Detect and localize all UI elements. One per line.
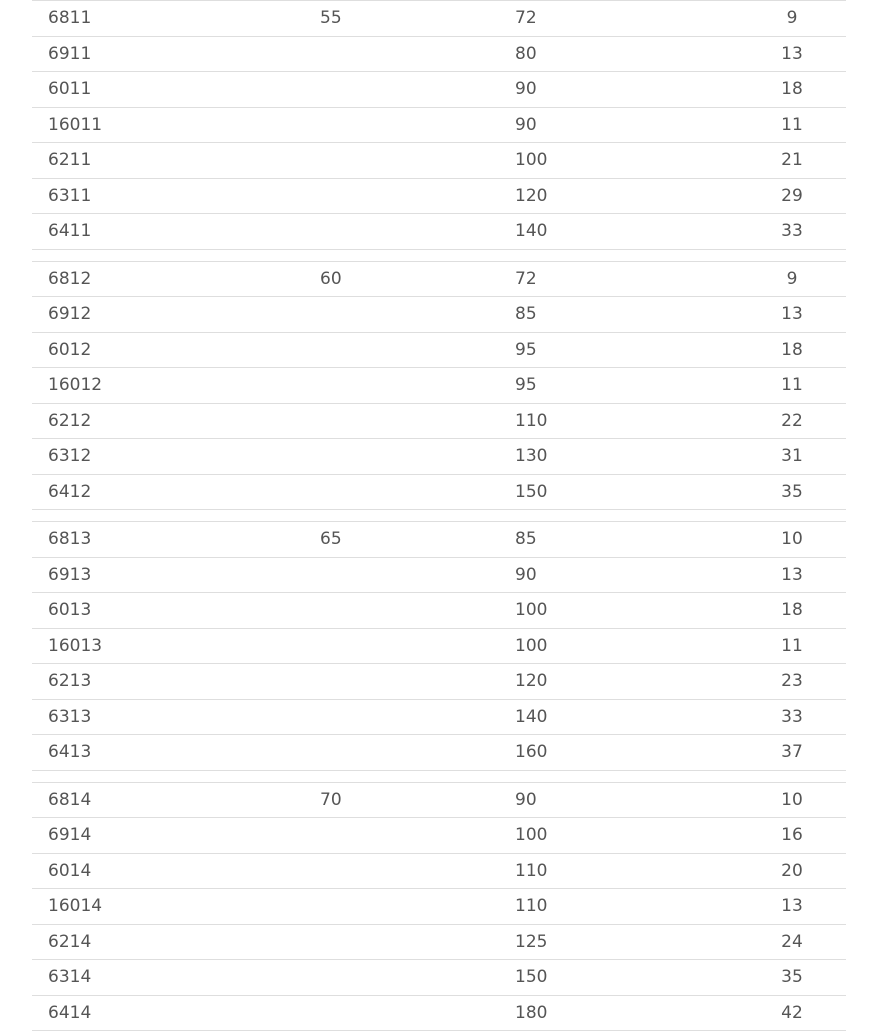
table-row bbox=[32, 522, 846, 558]
width-cell: 24 bbox=[762, 925, 822, 960]
model-cell: 6911 bbox=[48, 37, 91, 72]
width-cell: 29 bbox=[762, 179, 822, 214]
outer-diameter-cell: 125 bbox=[515, 925, 547, 960]
width-cell: 11 bbox=[762, 368, 822, 403]
model-cell: 16011 bbox=[48, 108, 102, 143]
bore-cell: 55 bbox=[320, 1, 342, 36]
model-cell: 6014 bbox=[48, 854, 91, 889]
table-row bbox=[32, 925, 846, 961]
width-cell: 35 bbox=[762, 475, 822, 510]
width-cell: 21 bbox=[762, 143, 822, 178]
model-cell: 6912 bbox=[48, 297, 91, 332]
width-cell: 33 bbox=[762, 214, 822, 249]
width-cell: 33 bbox=[762, 700, 822, 735]
table-row bbox=[32, 593, 846, 629]
model-cell: 6414 bbox=[48, 996, 91, 1031]
table-row bbox=[32, 439, 846, 475]
width-cell: 22 bbox=[762, 404, 822, 439]
outer-diameter-cell: 90 bbox=[515, 72, 537, 107]
outer-diameter-cell: 120 bbox=[515, 664, 547, 699]
width-cell: 42 bbox=[762, 996, 822, 1031]
width-cell: 10 bbox=[762, 783, 822, 818]
table-row bbox=[32, 72, 846, 108]
model-cell: 16014 bbox=[48, 889, 102, 924]
width-cell: 9 bbox=[762, 262, 822, 297]
width-cell: 13 bbox=[762, 37, 822, 72]
bearing-group bbox=[32, 261, 846, 511]
outer-diameter-cell: 110 bbox=[515, 889, 547, 924]
table-row bbox=[32, 333, 846, 369]
width-cell: 13 bbox=[762, 558, 822, 593]
table-row bbox=[32, 629, 846, 665]
width-cell: 10 bbox=[762, 522, 822, 557]
outer-diameter-cell: 72 bbox=[515, 262, 537, 297]
table-row bbox=[32, 558, 846, 594]
table-row bbox=[32, 700, 846, 736]
model-cell: 6212 bbox=[48, 404, 91, 439]
outer-diameter-cell: 90 bbox=[515, 108, 537, 143]
width-cell: 18 bbox=[762, 593, 822, 628]
model-cell: 6213 bbox=[48, 664, 91, 699]
outer-diameter-cell: 110 bbox=[515, 854, 547, 889]
model-cell: 16013 bbox=[48, 629, 102, 664]
model-cell: 6011 bbox=[48, 72, 91, 107]
table-row bbox=[32, 143, 846, 179]
model-cell: 6914 bbox=[48, 818, 91, 853]
table-row bbox=[32, 404, 846, 440]
table-row bbox=[32, 37, 846, 73]
bore-cell: 65 bbox=[320, 522, 342, 557]
outer-diameter-cell: 100 bbox=[515, 143, 547, 178]
outer-diameter-cell: 85 bbox=[515, 522, 537, 557]
model-cell: 6013 bbox=[48, 593, 91, 628]
model-cell: 6311 bbox=[48, 179, 91, 214]
model-cell: 6314 bbox=[48, 960, 91, 995]
bearing-group bbox=[32, 782, 846, 1031]
width-cell: 9 bbox=[762, 1, 822, 36]
table-row bbox=[32, 818, 846, 854]
outer-diameter-cell: 160 bbox=[515, 735, 547, 770]
table-row bbox=[32, 735, 846, 771]
table-row bbox=[32, 179, 846, 215]
table-row bbox=[32, 783, 846, 819]
table-row bbox=[32, 368, 846, 404]
table-row bbox=[32, 889, 846, 925]
width-cell: 11 bbox=[762, 629, 822, 664]
table-row bbox=[32, 664, 846, 700]
model-cell: 6214 bbox=[48, 925, 91, 960]
model-cell: 6913 bbox=[48, 558, 91, 593]
outer-diameter-cell: 110 bbox=[515, 404, 547, 439]
outer-diameter-cell: 85 bbox=[515, 297, 537, 332]
width-cell: 13 bbox=[762, 297, 822, 332]
outer-diameter-cell: 95 bbox=[515, 368, 537, 403]
model-cell: 6312 bbox=[48, 439, 91, 474]
table-row bbox=[32, 854, 846, 890]
outer-diameter-cell: 95 bbox=[515, 333, 537, 368]
width-cell: 20 bbox=[762, 854, 822, 889]
width-cell: 18 bbox=[762, 72, 822, 107]
outer-diameter-cell: 150 bbox=[515, 960, 547, 995]
width-cell: 13 bbox=[762, 889, 822, 924]
bearing-group bbox=[32, 0, 846, 250]
model-cell: 6211 bbox=[48, 143, 91, 178]
width-cell: 31 bbox=[762, 439, 822, 474]
width-cell: 23 bbox=[762, 664, 822, 699]
model-cell: 16012 bbox=[48, 368, 102, 403]
width-cell: 18 bbox=[762, 333, 822, 368]
model-cell: 6412 bbox=[48, 475, 91, 510]
outer-diameter-cell: 150 bbox=[515, 475, 547, 510]
bearing-group bbox=[32, 521, 846, 771]
table-row bbox=[32, 996, 846, 1031]
model-cell: 6413 bbox=[48, 735, 91, 770]
table-row bbox=[32, 108, 846, 144]
outer-diameter-cell: 90 bbox=[515, 558, 537, 593]
bore-cell: 70 bbox=[320, 783, 342, 818]
bearing-table bbox=[32, 0, 846, 1031]
model-cell: 6811 bbox=[48, 1, 91, 36]
outer-diameter-cell: 100 bbox=[515, 593, 547, 628]
width-cell: 37 bbox=[762, 735, 822, 770]
outer-diameter-cell: 80 bbox=[515, 37, 537, 72]
table-row bbox=[32, 262, 846, 298]
model-cell: 6812 bbox=[48, 262, 91, 297]
outer-diameter-cell: 130 bbox=[515, 439, 547, 474]
model-cell: 6813 bbox=[48, 522, 91, 557]
table-row bbox=[32, 214, 846, 250]
outer-diameter-cell: 100 bbox=[515, 629, 547, 664]
outer-diameter-cell: 140 bbox=[515, 214, 547, 249]
outer-diameter-cell: 72 bbox=[515, 1, 537, 36]
model-cell: 6814 bbox=[48, 783, 91, 818]
outer-diameter-cell: 90 bbox=[515, 783, 537, 818]
model-cell: 6313 bbox=[48, 700, 91, 735]
bore-cell: 60 bbox=[320, 262, 342, 297]
outer-diameter-cell: 100 bbox=[515, 818, 547, 853]
model-cell: 6012 bbox=[48, 333, 91, 368]
model-cell: 6411 bbox=[48, 214, 91, 249]
outer-diameter-cell: 120 bbox=[515, 179, 547, 214]
table-row bbox=[32, 960, 846, 996]
width-cell: 16 bbox=[762, 818, 822, 853]
table-row bbox=[32, 475, 846, 511]
width-cell: 11 bbox=[762, 108, 822, 143]
outer-diameter-cell: 140 bbox=[515, 700, 547, 735]
table-row bbox=[32, 297, 846, 333]
outer-diameter-cell: 180 bbox=[515, 996, 547, 1031]
table-row bbox=[32, 1, 846, 37]
width-cell: 35 bbox=[762, 960, 822, 995]
